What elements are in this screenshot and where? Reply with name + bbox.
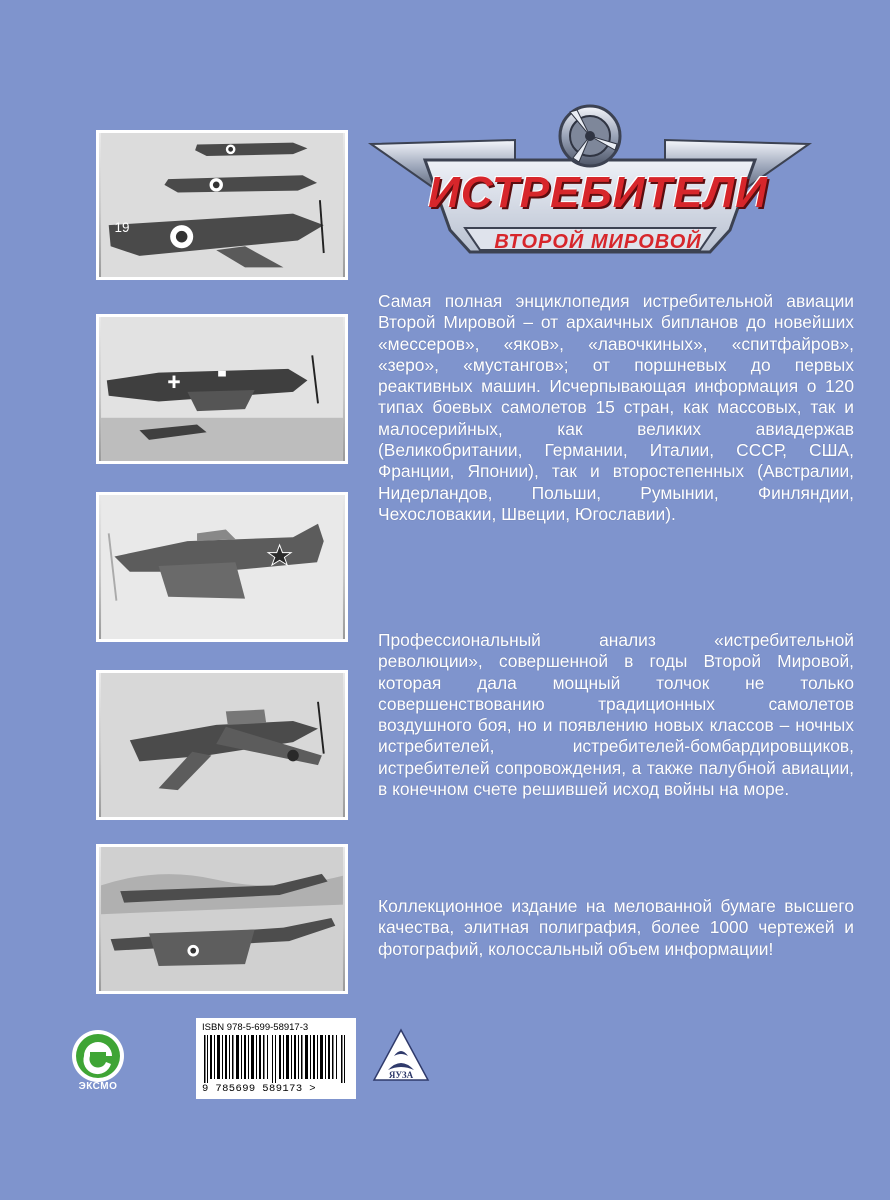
publisher-name: ЭКСМО (78, 1081, 118, 1092)
yauza-logo-icon (370, 1026, 432, 1088)
description-paragraph-3: Коллекционное издание на мелованной бумаге высшего качества, элитная полиграфия, более 1000 чертежей и фотографий, колоссальный объем информации! (378, 896, 854, 959)
book-subtitle: ВТОРОЙ МИРОВОЙ (494, 231, 702, 253)
isbn-barcode (196, 1018, 356, 1099)
zero-fighter-image (99, 673, 345, 817)
yak-fighter-image (99, 495, 345, 639)
isbn-text: ISBN 978-5-699-58917-3 (202, 1022, 309, 1033)
barcode-digits: 9 785699 589173 > (202, 1083, 316, 1095)
photo-fw190 (96, 314, 348, 464)
fw190-image (99, 317, 345, 461)
p38-lightning-image (99, 847, 345, 991)
photo-yak (96, 492, 348, 642)
photo-p38 (96, 844, 348, 994)
aircraft-marking: 19 (114, 219, 130, 235)
photo-zero (96, 670, 348, 820)
barcode-bars (202, 1035, 350, 1083)
spitfire-formation-image (99, 133, 345, 277)
description-paragraph-1: Самая полная энциклопедия истребительной авиации Второй Мировой – от архаичных бипланов до новейших «мессеров», «яков», «лавочкиных», «спитфайров», «зеро», «мустангов»; от поршневых до первых реактивных машин. Исчерпывающая информация о 120 типах боевых самолетов 15 стран, как массовых, так и малосерийных, как великих авиадержав (Великобритании, Германии, Италии, СССР, США, Франции, Японии), так и второстепенных (Австралии, Нидерландов, Польши, Румынии, Финляндии, Чехословакии, Швеции, Югославии). (378, 291, 854, 524)
photo-spitfires (96, 130, 348, 280)
eksmo-logo-icon (70, 1028, 126, 1084)
book-title: ИСТРЕБИТЕЛИ (428, 168, 768, 217)
imprint-name: ЯУЗА (388, 1070, 414, 1080)
description-paragraph-2: Профессиональный анализ «истребительной революции», совершенной в годы Второй Мировой, которая дала мощный толчок не только совершенствованию традиционных самолетов воздушного боя, но и появлению новых классов – ночных истребителей, истребителей-бомбардировщиков, истребителей сопровождения, а также палубной авиации, в конечном счете решившей исход войны на море. (378, 630, 854, 800)
